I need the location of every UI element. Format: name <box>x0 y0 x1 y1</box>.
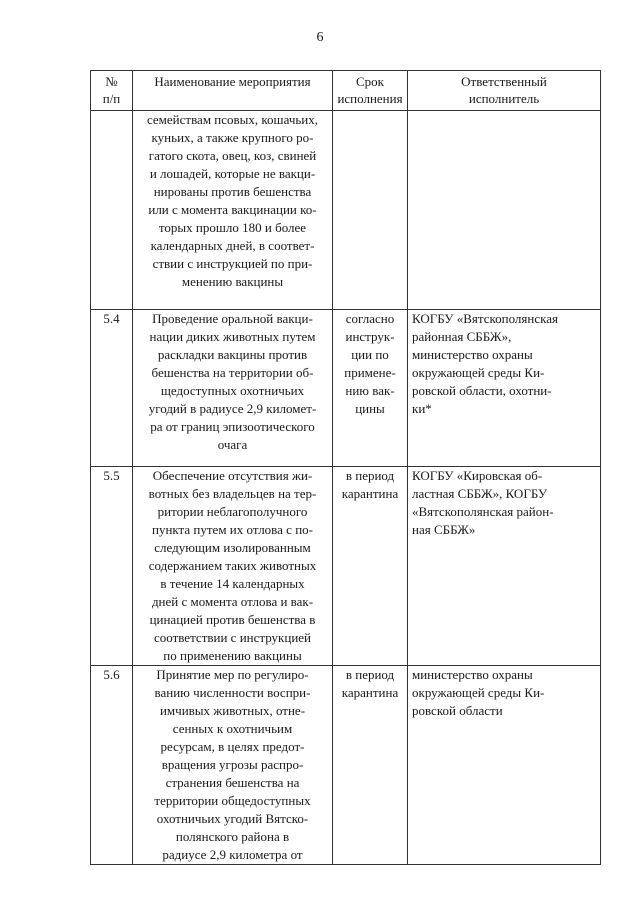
row-name-cell <box>133 467 333 666</box>
row-responsible-cell <box>408 111 601 310</box>
cell-text-line: бешенства на территории об- <box>151 365 314 380</box>
cell-text-line: нированы против бешенства <box>153 184 312 199</box>
row-responsible-cell <box>408 666 601 865</box>
row-num-cell: 5.6 <box>91 666 133 865</box>
cell-text-line: ресурсам, в целях предот- <box>160 739 305 754</box>
cell-text-line: примене- <box>344 365 396 380</box>
cell-text-line: инструк- <box>345 329 395 344</box>
row-num-cell: 5.5 <box>91 467 133 666</box>
table-row <box>91 467 601 666</box>
cell-text-line: районная СББЖ», <box>412 329 512 344</box>
cell-text-line: дней с момента отлова и вак- <box>151 594 314 609</box>
cell-text-line: или с момента вакцинации ко- <box>148 202 317 217</box>
cell-text-line: цинацией против бешенства в <box>149 612 316 627</box>
cell-text-line: Обеспечение отсутствия жи- <box>152 468 313 483</box>
header-responsible: Ответственный исполнитель <box>408 71 601 111</box>
cell-text-line: торых прошло 180 и более <box>158 220 307 235</box>
cell-text-line: гатого скота, овец, коз, свиней <box>148 148 317 163</box>
table-row <box>91 111 601 310</box>
page-number: 6 <box>316 30 324 45</box>
cell-text-line: Проведение оральной вакци- <box>152 311 313 326</box>
cell-text-line: Принятие мер по регулиро- <box>156 667 309 682</box>
cell-text-line: ритории неблагополучного <box>157 504 308 519</box>
cell-text-line: вотных без владельцев на тер- <box>148 486 317 501</box>
cell-text-line: министерство охраны <box>412 347 533 362</box>
row-responsible-cell <box>408 467 601 666</box>
cell-text-line: ровской области <box>412 703 503 718</box>
row-name-cell <box>133 111 333 310</box>
table-row <box>91 310 601 467</box>
row-num-cell: 5.4 <box>91 310 133 467</box>
cell-text-line: по применению вакцины <box>163 648 302 663</box>
cell-text-line: менению вакцины <box>181 274 284 289</box>
cell-text-line: сенных к охотничьим <box>172 721 293 736</box>
cell-text-line: нации диких животных путем <box>149 329 316 344</box>
row-term-cell <box>333 111 408 310</box>
row-num-cell <box>91 111 133 310</box>
cell-text-line: щедоступных охотничьих <box>160 383 305 398</box>
row-term-cell <box>333 467 408 666</box>
cell-text-line: ки* <box>412 401 432 416</box>
cell-text-line: семействам псовых, кошачьих, <box>146 112 318 127</box>
table-header-row <box>91 71 601 111</box>
cell-text-line: ластная СББЖ», КОГБУ <box>412 486 548 501</box>
cell-text-line: окружающей среды Ки- <box>412 365 545 380</box>
row-name-cell <box>133 666 333 865</box>
cell-text-line: окружающей среды Ки- <box>412 685 545 700</box>
cell-text-line: ции по <box>351 347 389 362</box>
cell-text-line: ванию численности воспри- <box>154 685 311 700</box>
cell-text-line: следующим изолированным <box>154 540 311 555</box>
cell-text-line: в течение 14 календарных <box>160 576 305 591</box>
cell-text-line: угодий в радиусе 2,9 километ- <box>148 401 317 416</box>
cell-text-line: странения бешенства на <box>165 775 300 790</box>
row-name-cell <box>133 310 333 467</box>
cell-text-line: ровской области, охотни- <box>412 383 552 398</box>
cell-text-line: территории общедоступных <box>154 793 311 808</box>
header-name: Наименование мероприятия <box>133 71 333 111</box>
cell-text-line: КОГБУ «Вятскополянская <box>412 311 558 326</box>
row-responsible-cell <box>408 310 601 467</box>
table-row <box>91 666 601 865</box>
cell-text-line: содержанием таких животных <box>148 558 317 573</box>
cell-text-line: раскладки вакцины против <box>157 347 308 362</box>
cell-text-line: соответствии с инструкцией <box>153 630 312 645</box>
cell-text-line: карантина <box>341 685 399 700</box>
cell-text-line: радиусе 2,9 километра от <box>162 847 303 862</box>
cell-text-line: «Вятскополянская район- <box>412 504 554 519</box>
cell-text-line: календарных дней, в соответ- <box>150 238 315 253</box>
cell-text-line: ная СББЖ» <box>412 522 476 537</box>
cell-text-line: в период <box>345 667 395 682</box>
cell-text-line: цины <box>355 401 385 416</box>
cell-text-line: охотничьих угодий Вятско- <box>156 811 309 826</box>
cell-text-line: ра от границ эпизоотического <box>150 419 315 434</box>
row-term-cell <box>333 666 408 865</box>
cell-text-line: и лошадей, которые не вакци- <box>149 166 316 181</box>
header-term: Срок исполнения <box>333 71 408 111</box>
cell-text-line: КОГБУ «Кировская об- <box>412 468 543 483</box>
cell-text-line: согласно <box>345 311 395 326</box>
cell-text-line: в период <box>345 468 395 483</box>
row-term-cell <box>333 310 408 467</box>
cell-text-line: пункта путем их отлова с по- <box>152 522 313 537</box>
cell-text-line: очага <box>217 437 248 452</box>
cell-text-line: куньих, а также крупного ро- <box>151 130 314 145</box>
measures-table <box>90 70 601 865</box>
cell-text-line: имчивых животных, отне- <box>159 703 306 718</box>
cell-text-line: полянского района в <box>175 829 290 844</box>
cell-text-line: карантина <box>341 486 399 501</box>
header-num: № п/п <box>91 71 133 111</box>
cell-text-line: ствии с инструкцией по при- <box>152 256 313 271</box>
cell-text-line: министерство охраны <box>412 667 533 682</box>
cell-text-line: вращения угрозы распро- <box>161 757 304 772</box>
cell-text-line: нию вак- <box>345 383 395 398</box>
